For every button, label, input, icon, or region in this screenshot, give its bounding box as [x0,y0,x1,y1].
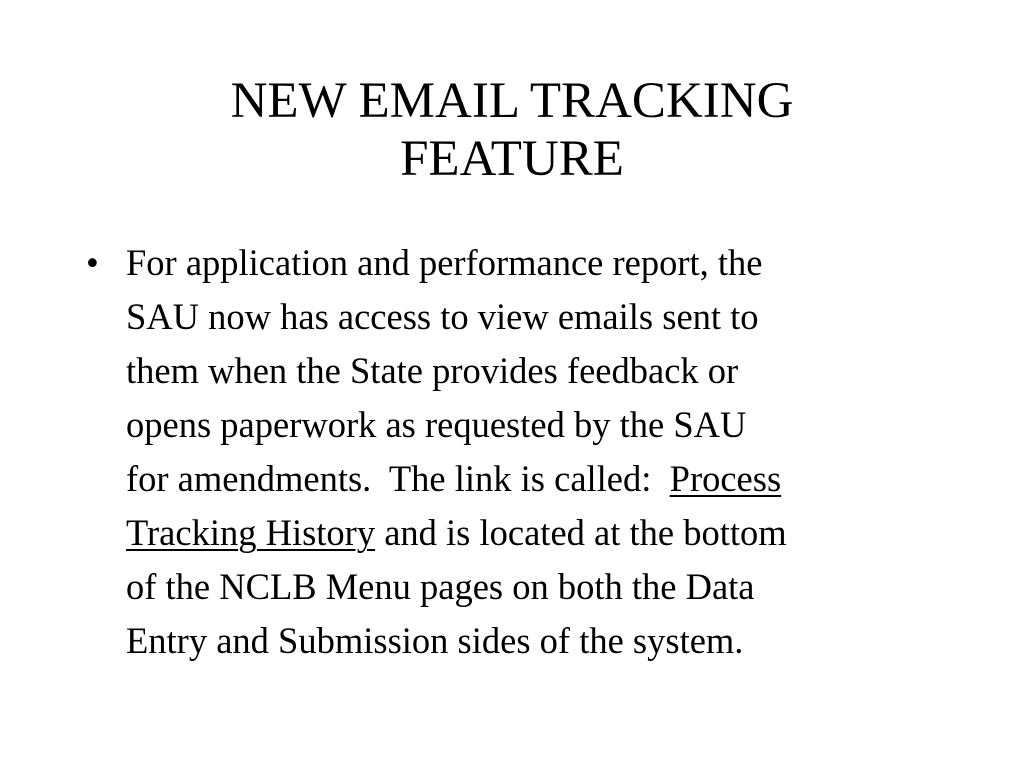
bullet-line-7: of the NCLB Menu pages on both the Data [126,566,755,607]
list-item [84,236,974,668]
bullet-line-4: opens paperwork as requested by the SAU [126,404,747,445]
slide-title [0,72,1024,188]
bullet-line-6 [126,506,974,560]
slide-title-line-1: NEW EMAIL TRACKING [230,73,794,129]
bullet-line-1: For application and performance report, the [126,242,763,283]
slide-title-line-2: FEATURE [400,131,624,187]
bullet-line-2: SAU now has access to view emails sent to [126,296,759,337]
bullet-line-5-text: for amendments. The link is called: [126,458,670,499]
bullet-line-8: Entry and Submission sides of the system. [126,620,744,661]
bullet-icon: • [86,242,99,283]
bullet-line-6-text: and is located at the bottom [375,512,787,553]
bullet-line-3: them when the State provides feedback or [126,350,739,391]
bullet-line-5 [126,452,974,506]
process-tracking-history-link-part-1[interactable]: Process [669,458,782,499]
process-tracking-history-link-part-2[interactable]: Tracking History [126,512,376,553]
bullet-list [84,236,974,668]
